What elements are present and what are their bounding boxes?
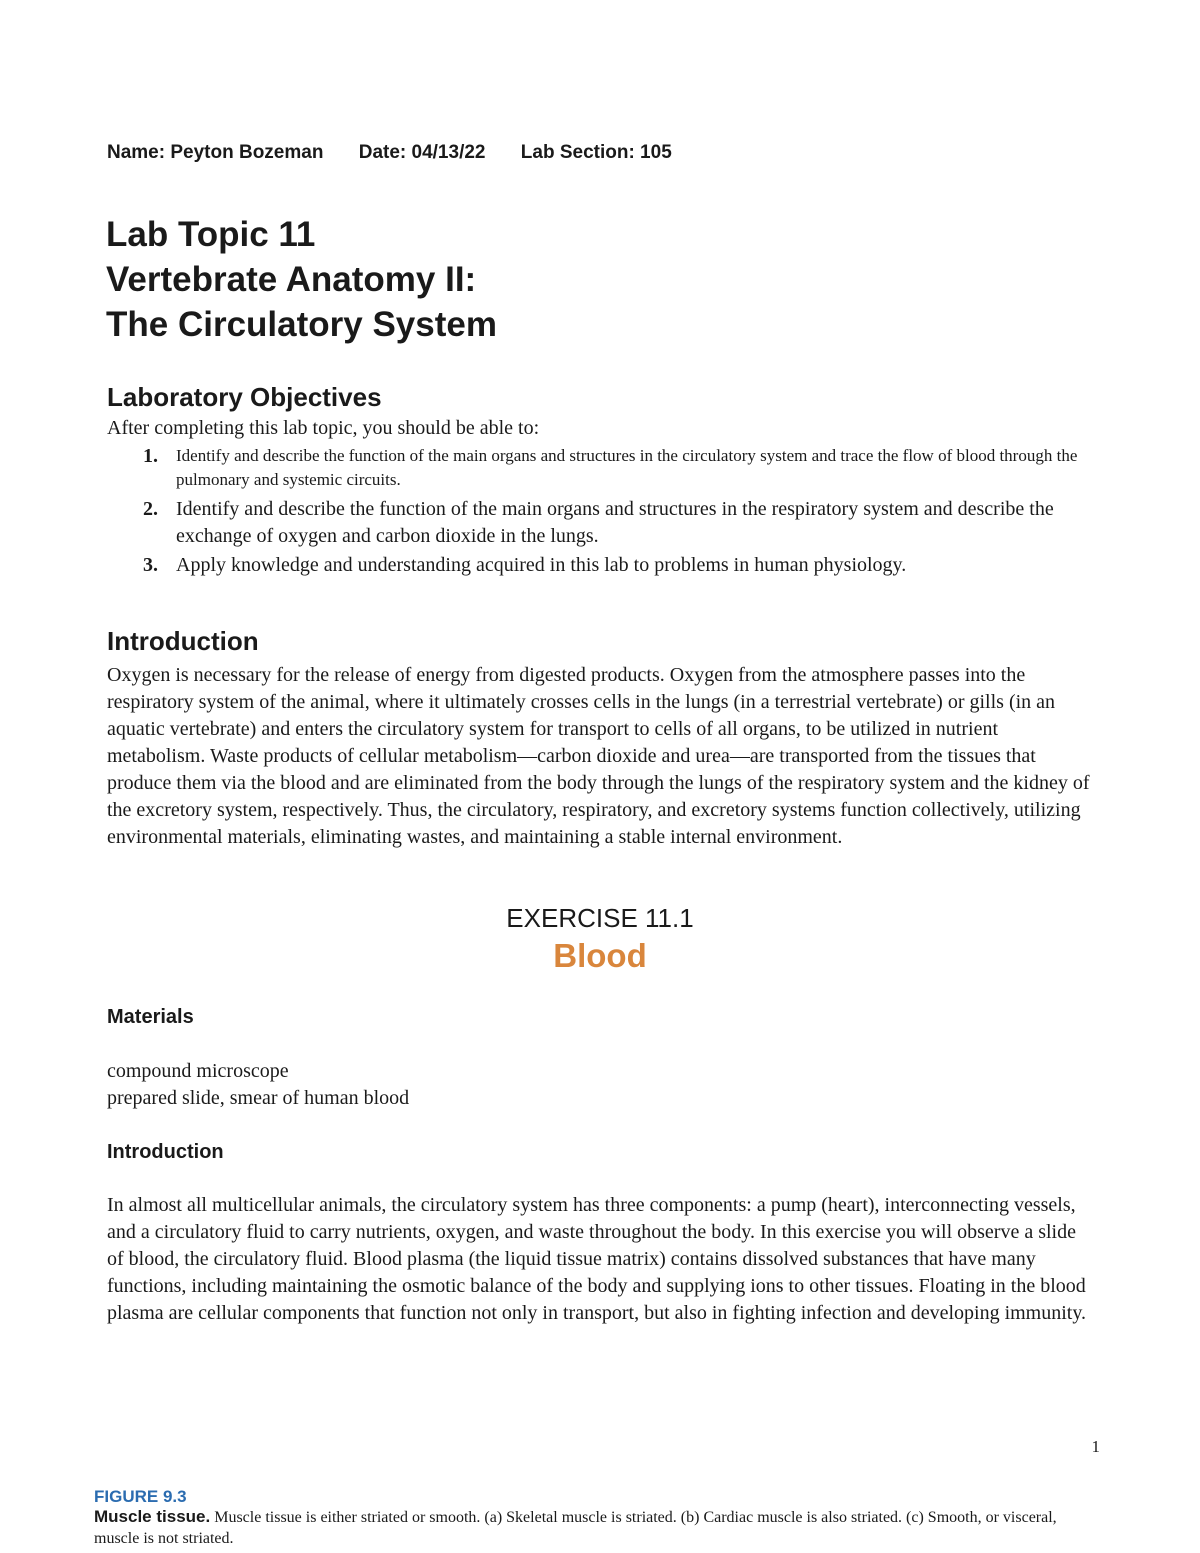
student-name: Name: Peyton Bozeman [107, 142, 324, 163]
materials-list [107, 1058, 409, 1112]
exercise-title: Blood [553, 937, 647, 974]
exercise-introduction-heading: Introduction [107, 1141, 224, 1163]
page-number: 1 [1091, 1437, 1100, 1456]
objective-number: 3. [143, 554, 158, 576]
objective-item [107, 444, 1107, 492]
objective-text: Apply knowledge and understanding acquired in this lab to problems in human physiology. [176, 554, 907, 576]
objective-item [107, 496, 1107, 550]
material-item: prepared slide, smear of human blood [107, 1087, 410, 1109]
title-line-1: Lab Topic 11 [106, 215, 316, 254]
document-title [106, 212, 497, 347]
exercise-label: EXERCISE 11.1 [506, 903, 694, 933]
objective-item [107, 552, 1107, 579]
objective-text: Identify and describe the function of the main organs and structures in the respiratory system and describe the exchange of oxygen and carbon dioxide in the lungs. [176, 498, 1054, 547]
lab-section: Lab Section: 105 [520, 142, 672, 163]
objective-number: 1. [143, 445, 158, 467]
student-info-line [107, 142, 672, 164]
introduction-paragraph: Oxygen is necessary for the release of energy from digested products. Oxygen from the atmosphere passes into the respiratory system of the animal, where it ultimately crosses cells in the lungs (in a terrestrial vertebrate) or gills (in an aquatic vertebrate) and enters the circulatory system for transport to cells of all organs, to be utilized in nutrient metabolism. Waste products of cellular metabolism—carbon dioxide and urea—are transported from the tissues that produce them via the blood and are eliminated from the body through the lungs of the respiratory system and the kidney of the excretory system, respectively. Thus, the circulatory, respiratory, and excretory systems function collectively, utilizing environmental materials, eliminating wastes, and maintaining a stable internal environment. [107, 664, 1090, 848]
title-line-3: The Circulatory System [106, 305, 497, 344]
figure-caption-text: Muscle tissue is either striated or smooth. (a) Skeletal muscle is striated. (b) Cardiac muscle is also striated. (c) Smooth, or visceral, muscle is not striated. [94, 1509, 1057, 1547]
objectives-lead: After completing this lab topic, you should be able to: [107, 417, 540, 439]
objective-text: Identify and describe the function of the main organs and structures in the circulatory system and trace the flow of blood through the pulmonary and systemic circuits. [176, 446, 1078, 489]
materials-heading: Materials [107, 1006, 194, 1028]
figure-caption [94, 1506, 1094, 1549]
lab-date: Date: 04/13/22 [358, 142, 486, 163]
exercise-introduction-paragraph: In almost all multicellular animals, the circulatory system has three components: a pump (heart), interconnecting vessels, and a circulatory fluid to carry nutrients, oxygen, and waste throughout the body. In this exercise you will observe a slide of blood, the circulatory fluid. Blood plasma (the liquid tissue matrix) contains dissolved substances that have many functions, including maintaining the osmotic balance of the body and supplying ions to other tissues. Floating in the blood plasma are cellular components that function not only in transport, but also in fighting infection and developing immunity. [107, 1194, 1087, 1324]
figure-caption-title: Muscle tissue. [94, 1507, 211, 1526]
figure-label: FIGURE 9.3 [94, 1487, 187, 1506]
title-line-2: Vertebrate Anatomy II: [106, 260, 477, 299]
objectives-list [107, 444, 1107, 581]
introduction-heading: Introduction [107, 626, 259, 656]
objectives-heading: Laboratory Objectives [107, 382, 382, 412]
material-item: compound microscope [107, 1060, 289, 1082]
objective-number: 2. [143, 498, 158, 520]
